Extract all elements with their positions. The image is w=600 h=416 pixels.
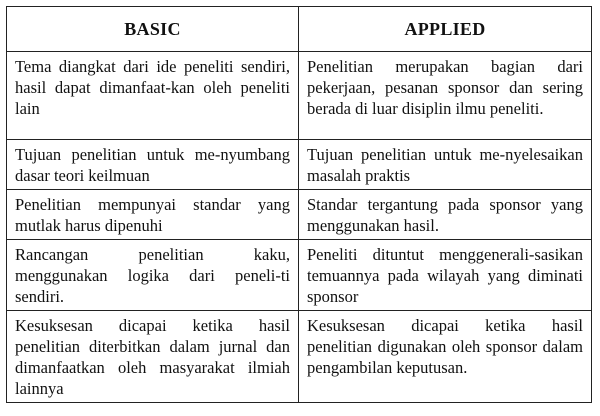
cell-applied: Penelitian merupakan bagian dari pekerjaan, pesanan sponsor dan sering berada di luar disiplin ilmu peneliti.: [299, 52, 592, 140]
cell-applied: Peneliti dituntut menggenerali-sasikan temuannya pada wilayah yang diminati sponsor: [299, 240, 592, 311]
cell-basic: Rancangan penelitian kaku, menggunakan logika dari peneli-ti sendiri.: [7, 240, 299, 311]
cell-basic: Tema diangkat dari ide peneliti sendiri, hasil dapat dimanfaat-kan oleh peneliti lain: [7, 52, 299, 140]
cell-basic: Tujuan penelitian untuk me-nyumbang dasar teori keilmuan: [7, 140, 299, 190]
header-applied: APPLIED: [299, 7, 592, 52]
header-row: [7, 7, 592, 52]
table-row: [7, 140, 592, 190]
comparison-table: [6, 6, 592, 403]
cell-applied: Tujuan penelitian untuk me-nyelesaikan masalah praktis: [299, 140, 592, 190]
comparison-table-wrapper: [6, 6, 591, 403]
table-row: [7, 311, 592, 403]
table-row: [7, 240, 592, 311]
cell-basic: Kesuksesan dicapai ketika hasil penelitian diterbitkan dalam jurnal dan dimanfaatkan oleh masyarakat ilmiah lainnya: [7, 311, 299, 403]
header-basic: BASIC: [7, 7, 299, 52]
table-row: [7, 190, 592, 240]
cell-applied: Standar tergantung pada sponsor yang menggunakan hasil.: [299, 190, 592, 240]
cell-basic: Penelitian mempunyai standar yang mutlak harus dipenuhi: [7, 190, 299, 240]
table-row: [7, 52, 592, 140]
cell-applied: Kesuksesan dicapai ketika hasil penelitian digunakan oleh sponsor dalam pengambilan keputusan.: [299, 311, 592, 403]
